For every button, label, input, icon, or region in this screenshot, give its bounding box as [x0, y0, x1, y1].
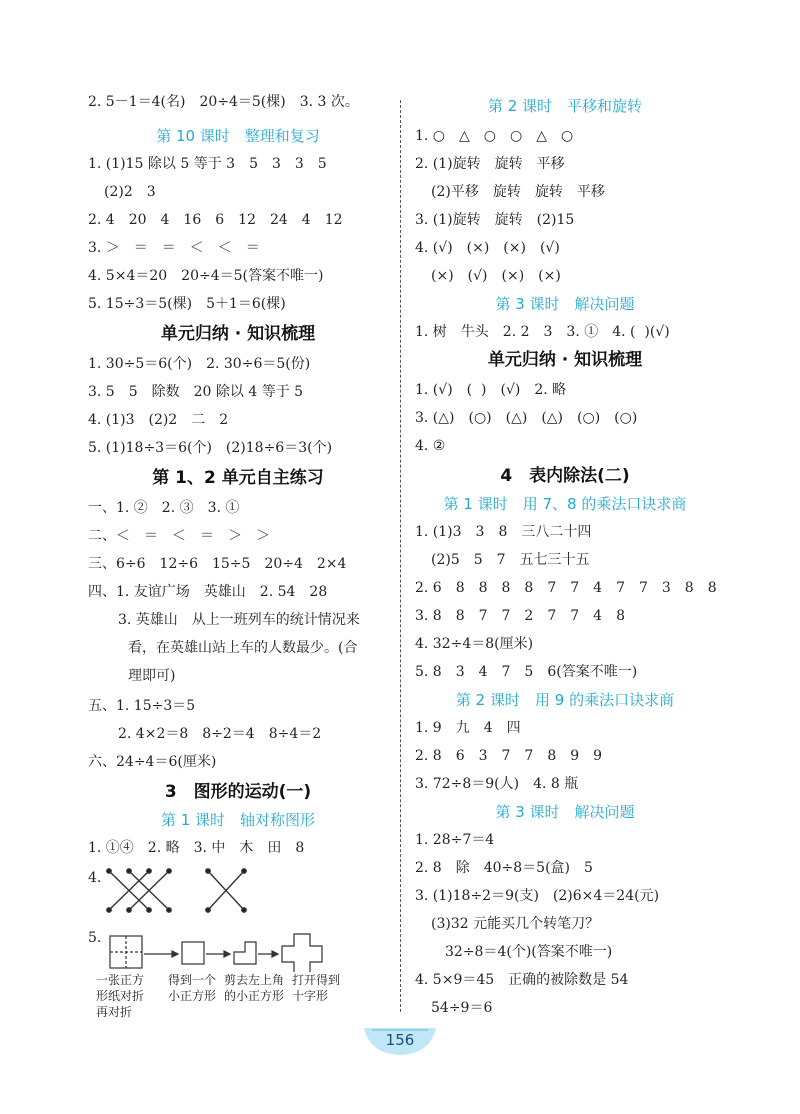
answer-line: 1. 30÷5＝6(个) 2. 30÷6＝5(份) — [88, 356, 311, 372]
answer-line: 2. 6 8 8 8 8 7 7 4 7 7 3 8 8 — [415, 580, 717, 596]
unit-heading: 3 图形的运动(一) — [164, 782, 312, 802]
answer-line: 1. 9 九 4 四 — [415, 720, 521, 736]
answer-line: 3. 8 8 7 7 2 7 7 4 8 — [415, 608, 625, 624]
caption: 一张正方 — [96, 973, 145, 987]
answer-line: 4. (1)3 (2)2 二 2 — [88, 412, 229, 428]
lesson-heading: 第 2 课时 平移和旋转 — [487, 97, 643, 115]
caption: 得到一个 — [168, 973, 217, 987]
answer-line: (2)5 5 7 五七三十五 — [431, 552, 590, 568]
answer-line: 54÷9＝6 — [431, 1000, 493, 1016]
answer-line: 4. 5×4＝20 20÷4＝5(答案不唯一) — [88, 268, 324, 284]
answer-line: 2. 4×2＝8 8÷2＝4 8÷4＝2 — [118, 726, 322, 742]
lesson-heading: 第 1 课时 用 7、8 的乘法口诀求商 — [443, 495, 687, 513]
answer-line: 32÷8＝4(个)(答案不唯一) — [445, 944, 613, 960]
caption: 打开得到 — [292, 973, 341, 987]
answer-line: 4. — [88, 870, 102, 886]
answer-line: 1. ①④ 2. 略 3. 中 木 田 8 — [88, 840, 305, 856]
answer-line: 4. (√) (×) (×) (√) — [415, 240, 560, 256]
caption: 小正方形 — [168, 989, 217, 1003]
section-heading: 单元归纳 · 知识梳理 — [160, 324, 316, 344]
answer-line: (2)2 3 — [104, 184, 156, 200]
answer-line: 3. ＞ ＝ ＝ ＜ ＜ ＝ — [88, 240, 260, 256]
paper-folding-figure — [104, 930, 364, 972]
column-divider — [400, 100, 401, 1012]
answer-line: 2. 4 20 4 16 6 12 24 4 12 — [88, 212, 343, 228]
lesson-heading: 第 10 课时 整理和复习 — [156, 127, 320, 145]
section-heading: 单元归纳 · 知识梳理 — [487, 350, 643, 370]
answer-line: 2. 8 6 3 7 7 8 9 9 — [415, 748, 603, 764]
lesson-heading: 第 1 课时 轴对称图形 — [160, 811, 316, 829]
answer-line: 1. (1)15 除以 5 等于 3 5 3 3 5 — [88, 156, 327, 172]
answer-line: 3. 72÷8＝9(人) 4. 8 瓶 — [415, 776, 579, 792]
answer-line: 1. (1)3 3 8 三八二十四 — [415, 524, 592, 540]
answer-line: 4. ② — [415, 438, 446, 454]
caption: 剪去左上角 — [224, 973, 285, 987]
answer-line: 3. (△) (○) (△) (△) (○) (○) — [415, 410, 638, 426]
answer-line: 1. (√) ( ) (√) 2. 略 — [415, 382, 567, 398]
answer-line: 一、1. ② 2. ③ 3. ① — [88, 500, 240, 516]
answer-line: 3. (1)18÷2＝9(支) (2)6×4＝24(元) — [415, 888, 660, 904]
answer-line: 理即可) — [128, 668, 176, 684]
answer-line: 2. (1)旋转 旋转 平移 — [415, 156, 565, 172]
lesson-heading: 第 2 课时 用 9 的乘法口诀求商 — [455, 691, 675, 709]
page-number: 156 — [385, 1031, 415, 1049]
caption: 形纸对折 — [96, 989, 145, 1003]
caption: 的小正方形 — [224, 989, 285, 1003]
answer-line: 四、1. 友谊广场 英雄山 2. 54 28 — [88, 584, 328, 600]
answer-line: 4. 5×9＝45 正确的被除数是 54 — [415, 972, 629, 988]
answer-line: 2. 5－1＝4(名) 20÷4＝5(棵) 3. 3 次。 — [88, 94, 359, 110]
answer-line: 5. (1)18÷3＝6(个) (2)18÷6＝3(个) — [88, 440, 333, 456]
answer-line: 六、24÷4＝6(厘米) — [88, 754, 217, 770]
answer-line: (×) (√) (×) (×) — [431, 268, 561, 284]
answer-line: 3. (1)旋转 旋转 (2)15 — [415, 212, 575, 228]
answer-line: 1. ○ △ ○ ○ △ ○ — [415, 128, 574, 144]
answer-line: 三、6÷6 12÷6 15÷5 20÷4 2×4 — [88, 556, 347, 572]
answer-line: 3. 5 5 除数 20 除以 4 等于 5 — [88, 384, 304, 400]
caption: 再对折 — [96, 1005, 133, 1019]
answer-line: 3. 英雄山 从上一班列车的统计情况来 — [118, 612, 360, 628]
answer-line: 二、＜ ＝ ＜ ＝ ＞ ＞ — [88, 528, 270, 544]
page-number-badge — [362, 1028, 438, 1056]
answer-line: (2)平移 旋转 旋转 平移 — [431, 184, 605, 200]
answer-line: 五、1. 15÷3＝5 — [88, 698, 196, 714]
lesson-heading: 第 3 课时 解决问题 — [495, 295, 635, 313]
answer-line: 2. 8 除 40÷8＝5(盒) 5 — [415, 860, 593, 876]
answer-line: 5. 15÷3＝5(棵) 5＋1＝6(棵) — [88, 296, 286, 312]
lesson-heading: 第 3 课时 解决问题 — [495, 803, 635, 821]
answer-line: 4. 32÷4＝8(厘米) — [415, 636, 534, 652]
answer-line: 5. 8 3 4 7 5 6(答案不唯一) — [415, 664, 638, 680]
answer-line: 1. 树 牛头 2. 2 3 3. ① 4. ( )(√) — [415, 324, 670, 340]
answer-line: 看，在英雄山站上车的人数最少。(合 — [128, 640, 358, 656]
line-matching-figure — [104, 866, 254, 916]
answer-line: (3)32 元能买几个转笔刀？ — [431, 916, 600, 932]
section-heading: 第 1、2 单元自主练习 — [152, 468, 324, 488]
caption: 十字形 — [292, 989, 329, 1003]
unit-heading: 4 表内除法(二) — [500, 466, 630, 486]
answer-line: 5. — [88, 930, 102, 946]
answer-line: 1. 28÷7＝4 — [415, 832, 495, 848]
